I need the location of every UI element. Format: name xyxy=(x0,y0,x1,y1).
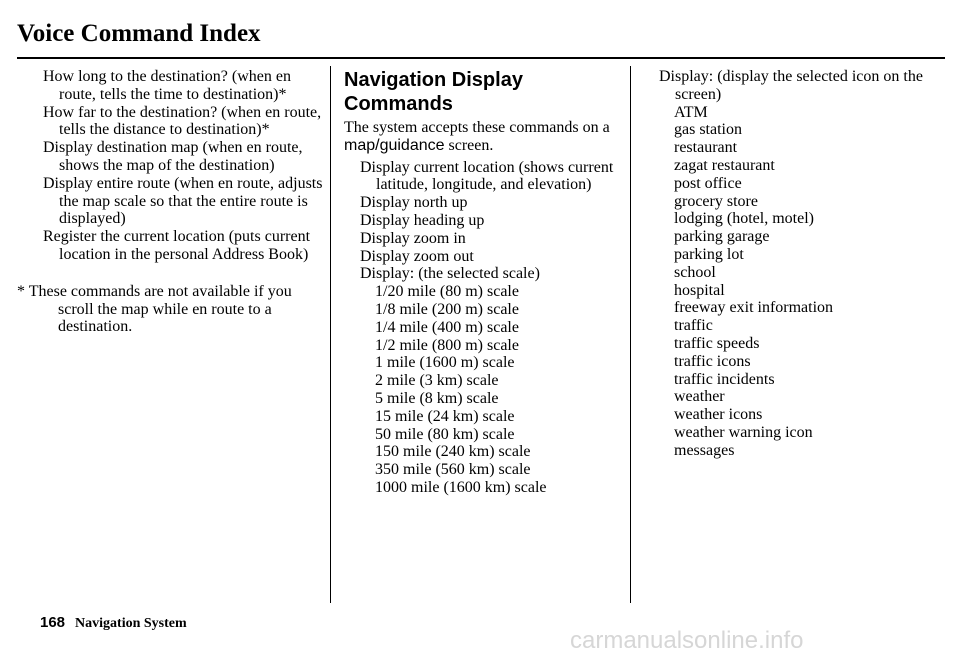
icon-item: hospital xyxy=(674,281,725,299)
page-footer xyxy=(40,614,187,632)
list-item: Display zoom out xyxy=(360,247,474,265)
scale-item: 1 mile (1600 m) scale xyxy=(375,354,515,372)
list-item: Display current location (shows current latitude, longitude, and elevation) xyxy=(360,158,614,194)
scale-item: 1000 mile (1600 km) scale xyxy=(375,478,547,496)
list-item: How long to the destination? (when en route, tells the time to destination)* xyxy=(43,68,291,103)
footnote: * These commands are not available if you scroll the map while en route to a destination. xyxy=(17,282,292,336)
icon-item: ATM xyxy=(674,103,708,121)
left-column xyxy=(17,68,327,336)
command-list xyxy=(42,68,327,264)
icon-item: weather icons xyxy=(674,406,763,424)
scale-item: 150 mile (240 km) scale xyxy=(375,443,531,461)
list-item: Display: (the selected scale) xyxy=(360,265,540,283)
icon-item: weather xyxy=(674,388,725,406)
title-divider xyxy=(17,57,945,59)
scale-item: 1/4 mile (400 m) scale xyxy=(375,318,519,336)
icon-item: lodging (hotel, motel) xyxy=(674,210,814,228)
column-divider xyxy=(630,66,631,603)
intro-before: The system accepts these commands on a xyxy=(344,119,610,136)
page-number: 168 xyxy=(40,614,66,631)
list-item: Display destination map (when en route, shows the map of the destination) xyxy=(43,139,303,174)
intro-text xyxy=(344,119,624,155)
list-item: How far to the destination? (when en route, tells the distance to destination)* xyxy=(43,103,322,139)
footer-section: Navigation System xyxy=(75,616,187,631)
scale-group xyxy=(359,283,624,497)
icon-item: weather warning icon xyxy=(674,423,813,441)
screen-name: map/guidance xyxy=(344,136,445,154)
icon-item: restaurant xyxy=(674,139,738,157)
icon-item: messages xyxy=(674,441,735,459)
list-item: Display entire route (when en route, adjusts the map scale so that the entire route is displayed) xyxy=(43,174,323,228)
scale-item: 50 mile (80 km) scale xyxy=(375,425,515,443)
scale-item: 1/20 mile (80 m) scale xyxy=(375,283,519,301)
section-heading: Navigation Display Commands xyxy=(344,69,523,115)
scale-list xyxy=(359,283,624,497)
list-item: Display heading up xyxy=(360,211,485,229)
list-item: Display zoom in xyxy=(360,229,466,247)
icon-item: zagat restaurant xyxy=(674,156,775,174)
icon-item: traffic icons xyxy=(674,352,751,370)
right-column xyxy=(658,68,948,460)
middle-column xyxy=(344,68,624,497)
scale-item: 2 mile (3 km) scale xyxy=(375,372,499,390)
icon-item: school xyxy=(674,263,716,281)
watermark: carmanualsonline.info xyxy=(570,627,804,654)
list-item: Register the current location (puts current location in the personal Address Book) xyxy=(43,228,311,263)
scale-item: 15 mile (24 km) scale xyxy=(375,407,515,425)
icon-item: post office xyxy=(674,174,742,192)
icon-item: grocery store xyxy=(674,192,758,210)
intro-after: screen. xyxy=(444,136,494,154)
scale-item: 1/8 mile (200 m) scale xyxy=(375,300,519,318)
icon-item: parking lot xyxy=(674,245,744,263)
icon-item: traffic xyxy=(674,317,713,335)
icon-item: traffic speeds xyxy=(674,334,760,352)
page-title: Voice Command Index xyxy=(17,20,261,47)
scale-item: 5 mile (8 km) scale xyxy=(375,389,499,407)
icon-command-lead: Display: (display the selected icon on the screen) xyxy=(659,68,923,103)
icon-item: gas station xyxy=(674,121,742,139)
icon-list xyxy=(658,104,948,460)
column-divider xyxy=(330,66,331,603)
scale-item: 1/2 mile (800 m) scale xyxy=(375,336,519,354)
display-commands-list xyxy=(344,159,624,497)
scale-item: 350 mile (560 km) scale xyxy=(375,461,531,479)
icon-item: parking garage xyxy=(674,228,770,246)
icon-item: traffic incidents xyxy=(674,370,775,388)
icon-item: freeway exit information xyxy=(674,299,834,317)
list-item: Display north up xyxy=(360,194,468,212)
